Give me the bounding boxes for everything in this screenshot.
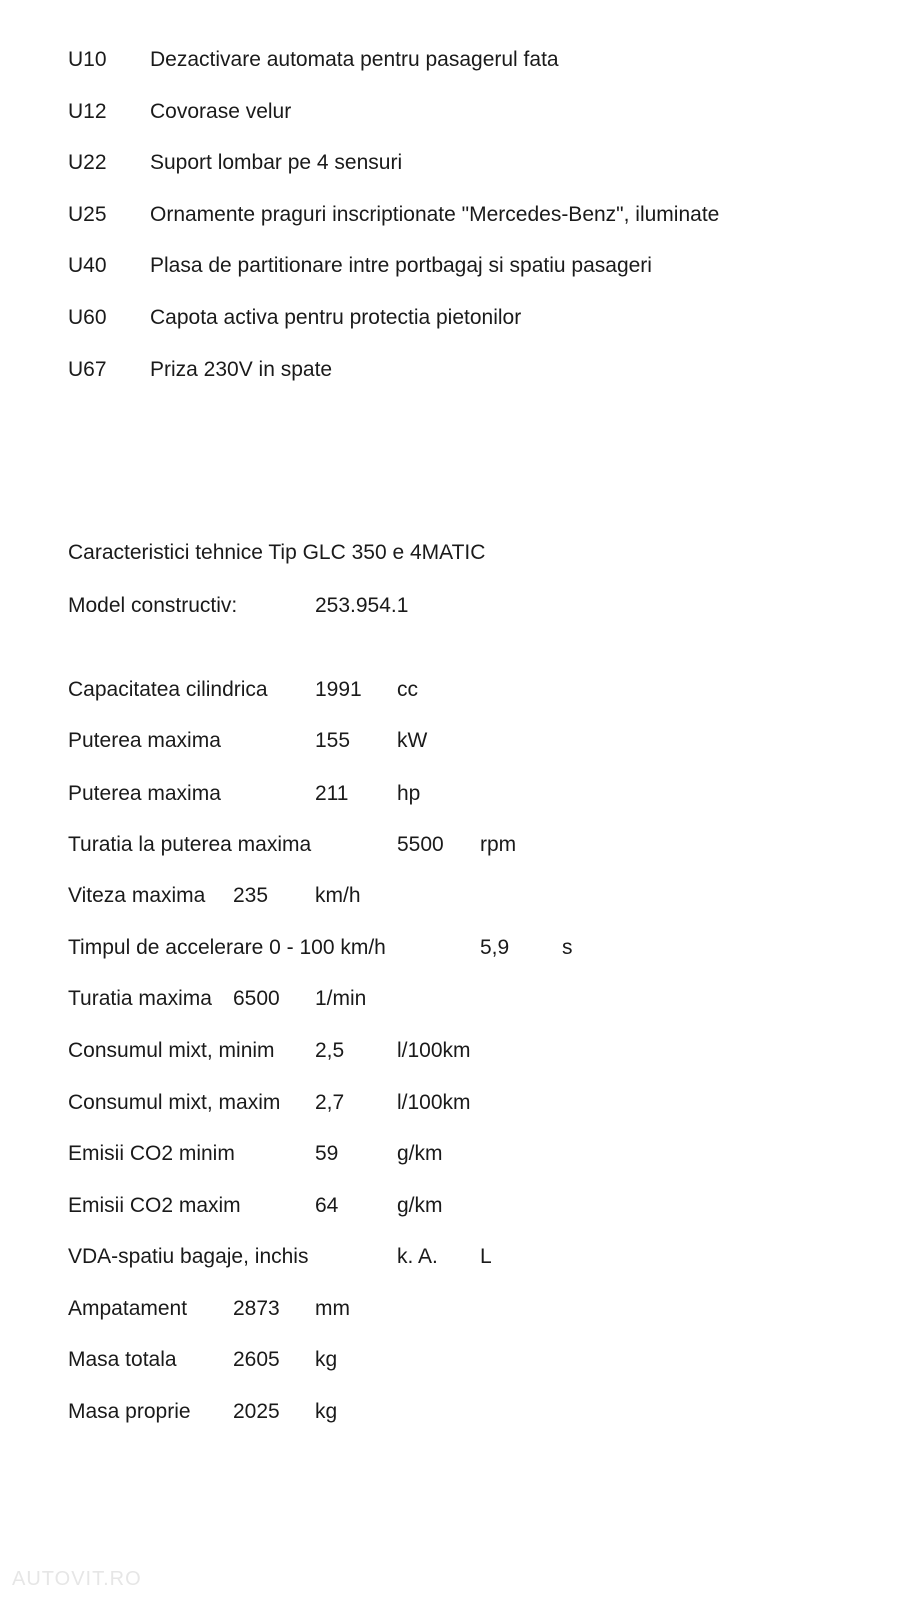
spec-label: VDA-spatiu bagaje, inchis	[68, 1245, 309, 1268]
spec-label: Consumul mixt, minim	[68, 1039, 275, 1062]
spec-unit: l/100km	[397, 1039, 471, 1062]
spec-value: 59	[315, 1142, 339, 1165]
spec-label: Puterea maxima	[68, 782, 221, 805]
spec-value: 1991	[315, 678, 362, 701]
spec-label: Viteza maxima	[68, 884, 206, 907]
option-desc: Dezactivare automata pentru pasagerul fata	[150, 48, 559, 71]
option-code: U67	[68, 358, 107, 381]
spec-label: Capacitatea cilindrica	[68, 678, 268, 701]
option-desc: Plasa de partitionare intre portbagaj si spatiu pasageri	[150, 254, 652, 277]
spec-unit: 1/min	[315, 987, 367, 1010]
spec-unit: kW	[397, 729, 428, 752]
option-code: U60	[68, 306, 107, 329]
spec-unit: kg	[315, 1400, 338, 1423]
spec-value: 5500	[397, 833, 444, 856]
spec-unit: cc	[397, 678, 418, 701]
option-desc: Covorase velur	[150, 100, 292, 123]
spec-unit: km/h	[315, 884, 361, 907]
spec-unit: l/100km	[397, 1091, 471, 1114]
spec-unit: mm	[315, 1297, 350, 1320]
option-desc: Priza 230V in spate	[150, 358, 333, 381]
model-label: Model constructiv:	[68, 594, 238, 617]
option-code: U22	[68, 151, 107, 174]
spec-label: Consumul mixt, maxim	[68, 1091, 281, 1114]
watermark-logo: AUTOVIT.RO	[12, 1568, 142, 1590]
spec-unit: s	[562, 936, 573, 959]
model-value: 253.954.1	[315, 594, 409, 617]
spec-value: 155	[315, 729, 351, 752]
option-desc: Suport lombar pe 4 sensuri	[150, 151, 403, 174]
spec-label: Emisii CO2 minim	[68, 1142, 235, 1165]
spec-unit: kg	[315, 1348, 338, 1371]
spec-value: 6500	[233, 987, 280, 1010]
spec-value: 5,9	[480, 936, 510, 959]
option-code: U10	[68, 48, 107, 71]
spec-value: 235	[233, 884, 269, 907]
option-desc: Capota activa pentru protectia pietonilor	[150, 306, 522, 329]
option-code: U12	[68, 100, 107, 123]
spec-value: 64	[315, 1194, 339, 1217]
spec-value: 2,7	[315, 1091, 345, 1114]
spec-label: Masa totala	[68, 1348, 177, 1371]
spec-label: Ampatament	[68, 1297, 188, 1320]
spec-label: Masa proprie	[68, 1400, 191, 1423]
spec-value: 2605	[233, 1348, 280, 1371]
spec-unit: g/km	[397, 1194, 443, 1217]
spec-label: Puterea maxima	[68, 729, 221, 752]
spec-unit: rpm	[480, 833, 517, 856]
spec-label: Turatia la puterea maxima	[68, 833, 312, 856]
spec-label: Turatia maxima	[68, 987, 212, 1010]
spec-label: Timpul de accelerare 0 - 100 km/h	[68, 936, 386, 959]
spec-value: 2025	[233, 1400, 280, 1423]
option-code: U25	[68, 203, 107, 226]
specs-title: Caracteristici tehnice Tip GLC 350 e 4MATIC	[68, 541, 486, 564]
spec-value: 211	[315, 782, 349, 805]
option-desc: Ornamente praguri inscriptionate "Mercedes-Benz", iluminate	[150, 203, 720, 226]
spec-value: 2873	[233, 1297, 280, 1320]
spec-value: k. A.	[397, 1245, 438, 1268]
spec-unit: g/km	[397, 1142, 443, 1165]
spec-label: Emisii CO2 maxim	[68, 1194, 241, 1217]
spec-unit: L	[480, 1245, 492, 1268]
option-code: U40	[68, 254, 107, 277]
spec-value: 2,5	[315, 1039, 345, 1062]
spec-unit: hp	[397, 782, 421, 805]
